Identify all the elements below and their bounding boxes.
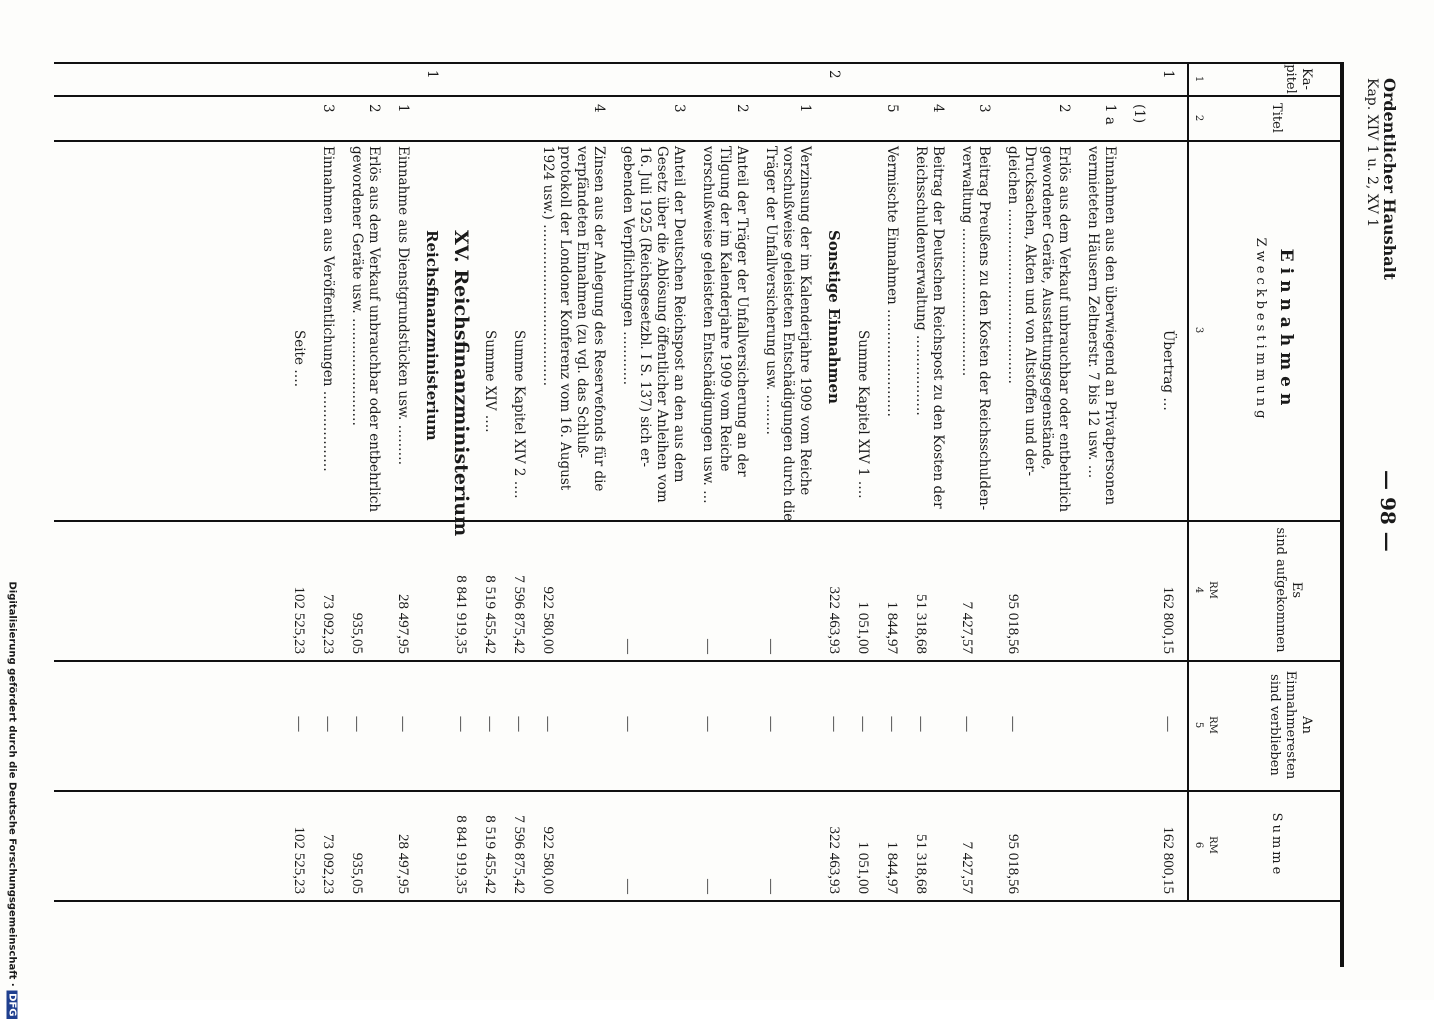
row-aufgekommen: 28 497,95 [395, 594, 411, 654]
row-text-line: XV. Reichsfinanzministerium [450, 230, 472, 537]
row-aufgekommen: 95 018,56 [1005, 594, 1021, 654]
row-text-line: Tilgung der im Kalenderjahre 1909 vom Reiche [717, 146, 733, 472]
row-aufgekommen: 162 800,15 [1160, 586, 1176, 654]
row-einnahmereste: — [453, 716, 469, 732]
row-text-line: Seite …. [291, 330, 307, 388]
row-einnahmereste: — [482, 716, 498, 732]
row-summe: 95 018,56 [1005, 834, 1021, 894]
row-text-line: Anteil der Deutschen Reichspost an den aus dem [671, 146, 687, 483]
row-text-line: Sonstige Einnahmen [825, 230, 843, 404]
row-aufgekommen: 102 525,23 [291, 586, 307, 654]
row-text-line: vermieteten Häusern Zeltnerstr. 7 bis 12 usw. … [1085, 146, 1101, 479]
row-summe: 8 841 919,35 [453, 815, 469, 894]
row-text-line: Einnahmen aus Veröffentlichungen ……………… [320, 146, 336, 472]
row-aufgekommen: 8 519 455,42 [482, 575, 498, 654]
col-divider-2 [54, 140, 1344, 142]
row-titel: 1 [797, 104, 813, 113]
row-text-line: gewordener Geräte, Ausstattungsgegenstände, [1039, 146, 1055, 470]
row-einnahmereste: — [700, 716, 716, 732]
row-einnahmereste: — [826, 716, 842, 732]
row-text-line: vorschußweise geleisteten Entschädigungen usw. … [700, 146, 716, 504]
header-zweckbestimmung: Zweckbestimmung [1253, 237, 1268, 423]
colnum-1: 1 [1193, 75, 1204, 83]
row-text-line: gleichen ………………………………… [1005, 146, 1021, 384]
row-einnahmereste: — [855, 716, 871, 732]
row-einnahmereste: — [884, 716, 900, 732]
row-aufgekommen: — [763, 639, 779, 654]
row-aufgekommen: 8 841 919,35 [453, 575, 469, 654]
row-einnahmereste: — [913, 716, 929, 732]
row-summe: 322 463,93 [826, 826, 842, 894]
row-summe: 7 427,57 [959, 841, 975, 894]
row-text-line: Summe Kapitel XIV 1 …. [855, 330, 871, 499]
colnum-2: 2 [1193, 114, 1204, 122]
row-summe: 1 844,97 [884, 841, 900, 894]
row-summe: 28 497,95 [395, 834, 411, 894]
row-text-line: Verzinsung der im Kalenderjahre 1909 vom Reiche [797, 146, 813, 496]
header-bottom-rule [1187, 62, 1189, 900]
row-einnahmereste: — [395, 716, 411, 732]
row-titel: 4 [591, 104, 607, 113]
row-aufgekommen: 922 580,00 [540, 586, 556, 654]
row-summe: 73 092,23 [320, 834, 336, 894]
row-text-line: Übertrag … [1160, 330, 1176, 411]
row-text-line: 1924 usw.) ……………………………… [540, 146, 556, 387]
row-summe: — [700, 879, 716, 894]
row-titel: 1 a [1102, 104, 1118, 125]
row-einnahmereste: — [1005, 716, 1021, 732]
row-text-line: gebenden Verpflichtungen ………… [620, 146, 636, 386]
row-titel: 4 [930, 104, 946, 113]
row-aufgekommen: 7 596 875,42 [511, 575, 527, 654]
row-summe: 8 519 455,42 [482, 815, 498, 894]
row-text-line: Beitrag der Deutschen Reichspost zu den Kosten der [930, 146, 946, 509]
row-einnahmereste: — [291, 716, 307, 732]
row-text-line: vorschußweise geleisteten Entschädigungen durch die [780, 146, 796, 522]
row-aufgekommen: 1 844,97 [884, 601, 900, 654]
row-text-line: protokoll der Londoner Konferenz vom 16. August [557, 146, 573, 491]
row-text-line: verpfändeten Einnahmen (zu vgl. das Schluß- [574, 146, 590, 459]
row-text-line: Erlös aus dem Verkauf unbrauchbar oder entbehrlich [366, 146, 382, 513]
row-titel: 3 [671, 104, 687, 113]
row-text-line: Reichsschuldenverwaltung ……………… [913, 146, 929, 416]
row-einnahmereste: — [763, 716, 779, 732]
row-kapitel: 2 [826, 70, 842, 79]
row-aufgekommen: — [620, 639, 636, 654]
row-text-line: Reichsfinanzministerium [423, 230, 441, 441]
header-summe: Summe [1269, 812, 1284, 878]
row-summe: 7 596 875,42 [511, 815, 527, 894]
col-divider-4 [54, 660, 1344, 662]
header-aufgekommen: Es sind aufgekommen [1273, 527, 1304, 653]
row-titel: 2 [1056, 104, 1072, 113]
col-divider-1 [54, 95, 1344, 97]
row-text-line: Anteil der Träger der Unfallversicherung an der [734, 146, 750, 477]
header-einnahmereste: An Einnahmeresten sind verblieben [1267, 670, 1314, 780]
header-titel: Titel [1269, 103, 1284, 133]
row-text-line: 16. Juli 1925 (Reichsgesetzbl. I S. 137) sich er- [637, 146, 653, 468]
header-kapitel: Ka- pitel [1283, 64, 1314, 94]
row-titel: 1 [395, 104, 411, 113]
row-kapitel: 1 [424, 70, 440, 79]
colnum-5: 5 [1193, 721, 1204, 729]
row-titel: 2 [734, 104, 750, 113]
row-text-line: verwaltung …………………………… [959, 146, 975, 377]
row-einnahmereste: — [349, 716, 365, 732]
row-einnahmereste: — [540, 716, 556, 732]
dfg-logo: DFG [7, 990, 18, 1019]
row-aufgekommen: 73 092,23 [320, 594, 336, 654]
row-titel: 2 [366, 104, 382, 113]
row-aufgekommen: 322 463,93 [826, 586, 842, 654]
row-summe: 935,05 [349, 852, 365, 894]
row-titel: (1) [1131, 104, 1147, 124]
digitization-note-text: Digitalisierung gefördert durch die Deutsche Forschungsgemeinschaft [6, 581, 18, 979]
row-titel: 5 [884, 104, 900, 113]
row-aufgekommen: — [700, 639, 716, 654]
row-einnahmereste: — [959, 716, 975, 732]
currency-col4: RM [1207, 581, 1218, 599]
row-text-line: Zinsen aus der Anlegung des Reservefonds für die [591, 146, 607, 492]
row-text-line: Einnahme aus Dienstgrundstücken usw. ……… [395, 146, 411, 466]
colnum-4: 4 [1193, 586, 1204, 594]
row-aufgekommen: 7 427,57 [959, 601, 975, 654]
row-summe: 1 051,00 [855, 841, 871, 894]
row-summe: 922 580,00 [540, 826, 556, 894]
currency-col6: RM [1207, 836, 1218, 854]
row-text-line: Gesetz über die Ablösung öffentlicher Anleihen vom [654, 146, 670, 503]
table-right-rule [54, 900, 1344, 902]
chapter-reference: Kap. XIV 1 u. 2, XV 1 [1364, 78, 1380, 228]
colnum-6: 6 [1193, 841, 1204, 849]
row-text-line: Erlös aus dem Verkauf unbrauchbar oder entbehrlich [1056, 146, 1072, 513]
row-text-line: Einnahmen aus den überwiegend an Privatpersonen [1102, 146, 1118, 506]
table-top-rule [1340, 62, 1344, 967]
row-text-line: Träger der Unfallversicherung usw. ……… [763, 146, 779, 436]
row-summe: 51 318,68 [913, 834, 929, 894]
row-aufgekommen: 935,05 [349, 612, 365, 654]
colnum-3: 3 [1193, 326, 1204, 334]
page-number: — 98 — [1376, 470, 1400, 552]
row-summe: — [763, 879, 779, 894]
row-titel: 3 [320, 104, 336, 113]
row-text-line: gewordener Geräte usw. …………………… [349, 146, 365, 426]
row-text-line: Summe XIV …. [482, 330, 498, 433]
row-einnahmereste: — [320, 716, 336, 732]
row-einnahmereste: — [620, 716, 636, 732]
currency-col5: RM [1207, 716, 1218, 734]
digitization-note: Digitalisierung gefördert durch die Deutsche Forschungsgemeinschaft · DFG [2, 610, 22, 990]
row-aufgekommen: 1 051,00 [855, 601, 871, 654]
table-left-rule [54, 62, 1344, 64]
row-summe: 102 525,23 [291, 826, 307, 894]
row-text-line: Summe Kapitel XIV 2 …. [511, 330, 527, 499]
running-title: Ordentlicher Haushalt [1380, 78, 1399, 281]
row-summe: 162 800,15 [1160, 826, 1176, 894]
row-einnahmereste: — [511, 716, 527, 732]
col-divider-3 [54, 520, 1344, 522]
row-text-line: Drucksachen, Akten und von Altstoffen und der- [1022, 146, 1038, 477]
row-kapitel: 1 [1160, 70, 1176, 79]
row-einnahmereste: — [1160, 716, 1176, 732]
row-aufgekommen: 51 318,68 [913, 594, 929, 654]
row-text-line: Vermischte Einnahmen …………………… [884, 146, 900, 418]
header-section: Einnahmen [1276, 248, 1296, 412]
col-divider-5 [54, 790, 1344, 792]
row-titel: 3 [976, 104, 992, 113]
row-text-line: Beitrag Preußens zu den Kosten der Reichsschulden- [976, 146, 992, 511]
row-summe: — [620, 879, 636, 894]
